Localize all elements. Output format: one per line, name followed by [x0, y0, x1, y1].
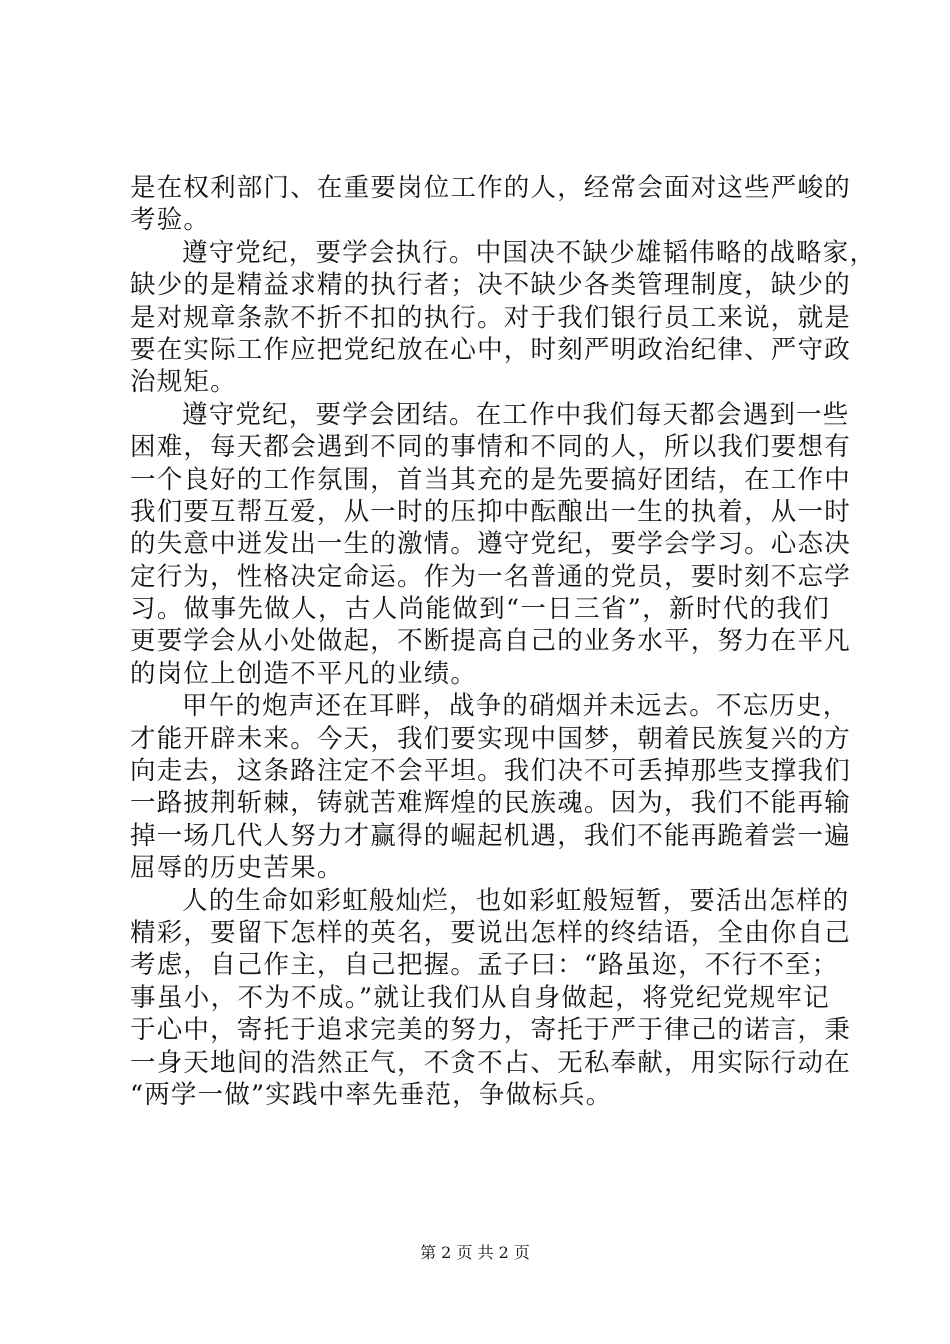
text-line: 才能开辟未来。今天，我们要实现中国梦，朝着民族复兴的方: [130, 723, 851, 754]
text-line: 向走去，这条路注定不会平坦。我们决不可丢掉那些支撑我们: [130, 756, 851, 787]
text-line: 习。做事先做人，古人尚能做到“一日三省”，新时代的我们: [130, 594, 830, 625]
text-line: 是在权利部门、在重要岗位工作的人，经常会面对这些严峻的: [130, 173, 851, 203]
text-line: 我们要互帮互爱，从一时的压抑中酝酿出一生的执着，从一时: [130, 496, 851, 527]
paragraph-first-line: 遵守党纪，要学会执行。中国决不缺少雄韬伟略的战略家，: [182, 237, 877, 268]
text-line: 事虽小，不为不成。”就让我们从自身做起，将党纪党规牢记: [130, 982, 830, 1013]
text-line: 考虑，自己作主，自己把握。孟子曰：“路虽迩，不行不至；: [130, 950, 839, 981]
text-line: 一路披荆斩棘，铸就苦难辉煌的民族魂。因为，我们不能再输: [130, 788, 851, 819]
text-line: 掉一场几代人努力才赢得的崛起机遇，我们不能再跪着尝一遍: [130, 820, 851, 851]
text-line: 屈辱的历史苦果。: [130, 853, 344, 884]
text-line: 定行为，性格决定命运。作为一名普通的党员，要时刻不忘学: [130, 561, 851, 592]
text-line: 一个良好的工作氛围，首当其充的是先要搞好团结，在工作中: [130, 464, 851, 495]
text-line: 一身天地间的浩然正气，不贪不占、无私奉献，用实际行动在: [130, 1047, 851, 1078]
paragraph-first-line: 人的生命如彩虹般灿烂，也如彩虹般短暂，要活出怎样的: [182, 885, 850, 916]
text-line: 要在实际工作应把党纪放在心中，时刻严明政治纪律、严守政: [130, 334, 851, 365]
text-line: 于心中，寄托于追求完美的努力，寄托于严于律己的诺言，秉: [130, 1015, 851, 1046]
text-line: 是对规章条款不折不扣的执行。对于我们银行员工来说，就是: [130, 302, 851, 333]
text-line: 考验。: [130, 205, 211, 236]
paragraph-first-line: 甲午的炮声还在耳畔，战争的硝烟并未远去。不忘历史，: [182, 691, 850, 722]
text-line: 治规矩。: [130, 367, 237, 398]
text-line: 更要学会从小处做起，不断提高自己的业务水平，努力在平凡: [130, 626, 851, 657]
page-footer: [0, 1243, 950, 1263]
text-line: 精彩，要留下怎样的英名，要说出怎样的终结语，全由你自己: [130, 917, 851, 948]
page-number: 第 2 页 共 2 页: [420, 1243, 530, 1262]
text-line: 的岗位上创造不平凡的业绩。: [130, 658, 478, 689]
text-line: 缺少的是精益求精的执行者；决不缺少各类管理制度，缺少的: [130, 270, 851, 301]
text-line: 的失意中迸发出一生的激情。遵守党纪，要学会学习。心态决: [130, 529, 851, 560]
document-body: [130, 172, 877, 1111]
text-line: 困难，每天都会遇到不同的事情和不同的人，所以我们要想有: [130, 432, 851, 463]
paragraph-first-line: 遵守党纪，要学会团结。在工作中我们每天都会遇到一些: [182, 399, 850, 430]
text-line: “两学一做”实践中率先垂范，争做标兵。: [130, 1079, 613, 1110]
